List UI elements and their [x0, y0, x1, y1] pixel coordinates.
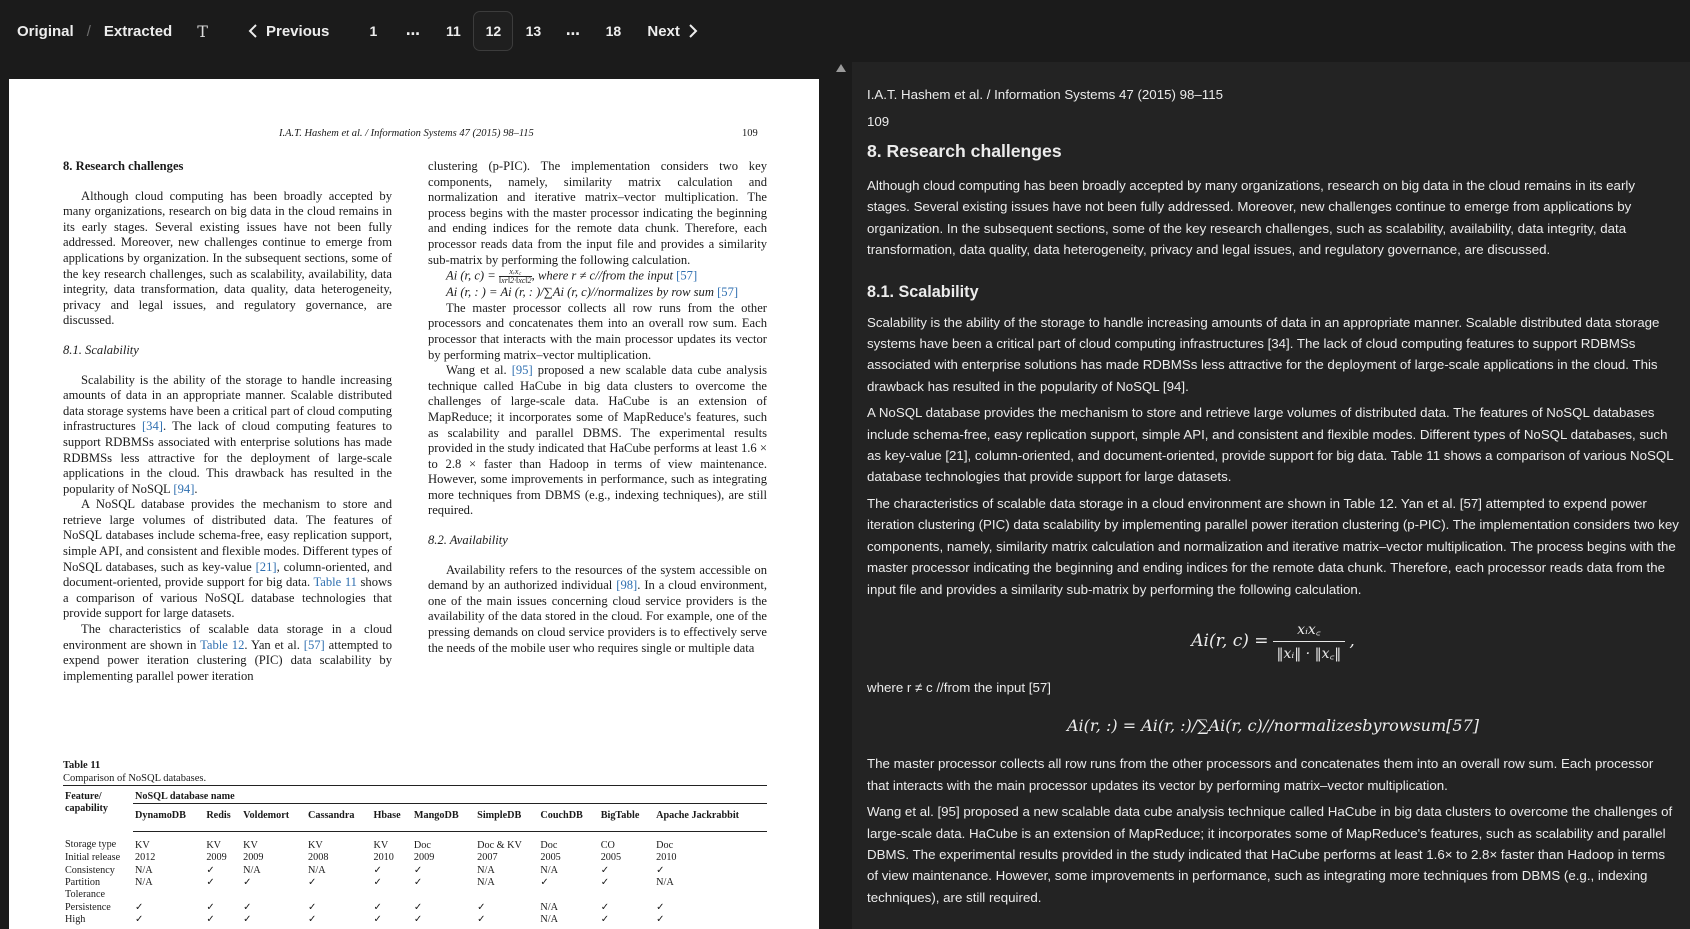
table-column-header: MangoDB: [412, 804, 475, 831]
chevron-left-icon: [248, 24, 258, 38]
citation-link[interactable]: [21]: [255, 559, 277, 574]
table-cell: 2012: [135, 852, 156, 864]
extracted-heading-scalability: 8.1. Scalability: [867, 282, 979, 301]
table-cell: ✓: [206, 901, 215, 913]
table-cell: N/A: [540, 914, 558, 926]
pdf-heading-research-challenges: 8. Research challenges: [63, 159, 184, 173]
table-cell: ✓: [477, 914, 486, 926]
table-column-header: BigTable: [599, 804, 654, 831]
pdf-equation-1: Ai (r, c) = xᵣx꜀ ‖xr‖2·‖xc‖2 , where r ≠ c//from the input [57]: [446, 267, 698, 286]
table-cell: ✓: [135, 914, 144, 926]
pdf-paragraph: The master processor collects all row runs from the other processors and concatenates them into an overall row sum. Each processor that interacts with the main processor updates its vector by performing matrix–vector multiplication.: [428, 300, 767, 362]
pdf-heading-availability: 8.2. Availability: [428, 533, 508, 548]
table-row-label: Consistency: [65, 864, 115, 876]
table-cell: N/A: [477, 877, 495, 889]
extracted-paragraph: Wang et al. [95] proposed a new scalable data cube analysis technique called HaCube in big data clusters to overcome the challenges of large-scale data. HaCube is an extension of MapReduce; it incorporates some of MapReduce's features, such as scalability and parallel DBMS. The experimental results provided in the study indicated that HaCube performs at least 1.6× to 2.8× faster than Hadoop in terms of view maintenance. However, some improvements in performance, such as integrating more techniques from DBMS (e.g., indexing techniques), are still required.: [867, 804, 1673, 905]
page-ellipsis: …: [405, 23, 421, 39]
table-cell: N/A: [135, 864, 153, 876]
table-cell: 2005: [600, 852, 622, 864]
extracted-paragraph: where r ≠ c //from the input [57]: [867, 679, 1051, 695]
table-cell: ✓: [600, 877, 610, 889]
table-cell: 2010: [656, 852, 677, 864]
table-cell: ✓: [600, 914, 610, 926]
table-cell: 2009: [243, 852, 264, 864]
table-cell: Doc & KV: [477, 839, 522, 851]
text-mode-icon[interactable]: T: [197, 21, 208, 41]
table-cell: ✓: [206, 877, 215, 889]
table-column-header: Hbase: [371, 804, 411, 831]
page-number-button[interactable]: 11: [445, 23, 461, 39]
table-group-header: NoSQL database name: [133, 786, 767, 804]
table-cell: ✓: [656, 864, 665, 876]
table-cell: ✓: [413, 877, 423, 889]
table-cell: ✓: [243, 914, 252, 926]
table-cell: 2009: [413, 852, 435, 864]
table-row-label: Initial release: [65, 852, 121, 864]
pdf-equation-2: Ai (r, : ) = Ai (r, : )/∑Ai (r, c)//normalizes by row sum [57]: [446, 285, 739, 300]
scroll-up-arrow-icon[interactable]: [836, 64, 846, 72]
table-cell: ✓: [413, 864, 423, 876]
table-column-header: CouchDB: [538, 804, 598, 831]
original-view-link[interactable]: Original: [17, 22, 74, 40]
extracted-equation-2: Ai(r, :) = Ai(r, :)/∑Ai(r, c)//normalizesbyrowsum[57]: [1067, 716, 1479, 736]
table-column-header: SimpleDB: [475, 804, 538, 831]
table-cell: ✓: [206, 914, 215, 926]
pdf-right-column: [428, 159, 767, 656]
table-cell: ✓: [656, 914, 665, 926]
pdf-running-title: I.A.T. Hashem et al. / Information Systems 47 (2015) 98–115: [279, 128, 534, 139]
table-row-label: High: [65, 914, 86, 926]
table-cell: ✓: [243, 877, 252, 889]
citation-link[interactable]: [95]: [511, 363, 533, 378]
table-row: [63, 914, 767, 926]
table-cell: N/A: [135, 877, 153, 889]
table-cell: 2008: [308, 852, 329, 864]
equation-denominator: ‖xᵢ‖ · ‖x꜀‖: [1273, 641, 1346, 663]
table-row: [63, 831, 767, 852]
extracted-view-link[interactable]: Extracted: [103, 22, 173, 40]
table-cell: N/A: [540, 864, 558, 876]
table-cell: ✓: [135, 901, 144, 913]
equation-tail: ,: [1349, 631, 1355, 652]
table-cell: Doc: [413, 839, 431, 851]
table-cell: N/A: [656, 877, 674, 889]
pdf-paragraph: Wang et al. [95] proposed a new scalable data cube analysis technique called HaCube in big data clusters to overcome the challenges of large-scale data. HaCube is an extension of MapReduce; it incorporates some of MapReduce's features, such as scalability and parallel DBMS. The experimental results provided in the study indicated that HaCube performs at least 1.6 × to 2.8 × faster than Hadoop in terms of view maintenance. However, some improvements in performance, such as integrating more techniques from DBMS (e.g., indexing techniques), are still required.: [428, 363, 767, 518]
table-link[interactable]: Table 11: [313, 575, 357, 590]
table-cell: KV: [373, 839, 389, 851]
extracted-paragraph: Although cloud computing has been broadly accepted by many organizations, research on big data in the cloud remains in its early stages. Several existing issues have not been fully addressed. Moreover, new challenges continue to emerge from applications by organization. In the subsequent sections, some of the key research challenges, such as scalability, availability, data integrity, data transformation, data quality, data heterogeneity, privacy and legal issues, and regulatory governance, are discussed.: [867, 178, 1635, 258]
table-cell: ✓: [600, 901, 610, 913]
table-cell: 2009: [206, 852, 227, 864]
table-cell: ✓: [373, 914, 383, 926]
table-link[interactable]: Table 12: [200, 637, 245, 652]
pdf-left-column: [63, 159, 392, 684]
table-cell: ✓: [413, 914, 423, 926]
table-cell: ✓: [540, 877, 549, 889]
page-number-list: [353, 11, 633, 51]
table-cell: N/A: [308, 864, 326, 876]
table-cell: Doc: [540, 839, 558, 851]
citation-link[interactable]: [57]: [717, 285, 739, 300]
pane-divider[interactable]: [830, 62, 852, 929]
table-cell: ✓: [206, 864, 215, 876]
table-column-header: Voldemort: [241, 804, 306, 831]
next-page-label: Next: [647, 22, 680, 40]
table-row: [63, 877, 767, 902]
table-cell: ✓: [373, 877, 383, 889]
extracted-paragraph: The characteristics of scalable data storage in a cloud environment are shown in Table 12. Yan et al. [57] attempted to expend power iteration clustering (PIC) data scalability by implementing parallel power iteration clustering (p-PIC). The implementation considers two key components, namely, similarity matrix calculation and normalization and iterative matrix–vector multiplication. The process begins with the master processor indicating the beginning and ending indices for the remote data chunk. Therefore, each processor reads data from the input file and provides a similarity sub-matrix by performing the following calculation.: [867, 495, 1679, 597]
view-switcher: [0, 22, 208, 41]
citation-link[interactable]: [94]: [173, 481, 195, 496]
table-cell: 2010: [373, 852, 394, 864]
table-cell: ✓: [373, 864, 383, 876]
pdf-paragraph: The characteristics of scalable data storage in a cloud environment are shown in Table 12. Yan et al. [57] attempted to expend power iteration clustering (PIC) data scalability by implementing parallel power iteration: [63, 622, 393, 683]
pdf-paragraph: clustering (p-PIC). The implementation considers two key components, namely, similarity matrix calculation and normalization and iterative matrix–vector multiplication. The process begins with the master processor indicating the beginning and ending indices for the remote data chunk. Therefore, each processor reads data from the input file and provides a similarity sub-matrix by performing the following calculation.: [428, 159, 767, 267]
pdf-table-label: Table 11: [63, 760, 101, 771]
equation-fraction: [1273, 620, 1346, 663]
table-column-header: Cassandra: [306, 804, 371, 831]
equation-numerator: xᵢx꜀: [1297, 621, 1321, 638]
table-cell: ✓: [656, 901, 665, 913]
table-cell: 2005: [540, 852, 561, 864]
table-row: [63, 902, 767, 914]
table-cell: KV: [243, 839, 258, 851]
pdf-table-nosql-comparison: [63, 785, 767, 927]
view-separator: /: [86, 22, 91, 40]
table-cell: ✓: [477, 901, 486, 913]
top-toolbar: [0, 0, 1690, 62]
table-cell: N/A: [243, 864, 261, 876]
pagination: [248, 11, 698, 51]
previous-page-button[interactable]: [248, 11, 329, 51]
table-column-header: Redis: [204, 804, 241, 831]
table-cell: ✓: [308, 914, 317, 926]
table-cell: N/A: [477, 864, 495, 876]
pdf-paragraph: A NoSQL database provides the mechanism to store and retrieve large volumes of distributed data. The features of NoSQL databases include schema-free, easy replication support, simple API, and consistent and flexible modes. Different types of NoSQL databases, such as key-value [21], column-oriented, and document-oriented, provide support for big data. Table 11 shows a comparison of various NoSQL database technologies that provide support for large datasets.: [63, 497, 392, 621]
table-row: [63, 865, 767, 877]
page-number-button[interactable]: 12: [473, 11, 513, 51]
table-row-label: Persistence: [65, 901, 111, 913]
extracted-running-title: I.A.T. Hashem et al. / Information Systems 47 (2015) 98–115: [867, 87, 1223, 102]
citation-link[interactable]: [34]: [141, 419, 163, 434]
pdf-page: [9, 79, 819, 929]
pdf-heading-scalability: 8.1. Scalability: [63, 342, 139, 357]
pdf-table-caption-text: Comparison of NoSQL databases.: [63, 773, 207, 784]
table-cell: Doc: [656, 839, 674, 851]
table-cell: ✓: [243, 901, 252, 913]
extracted-page-number: 109: [867, 114, 890, 129]
citation-link[interactable]: [98]: [616, 578, 638, 593]
next-page-button[interactable]: [647, 11, 698, 51]
table-column-header: DynamoDB: [133, 804, 204, 831]
table-cell: ✓: [373, 901, 383, 913]
table-cell: KV: [308, 839, 323, 851]
page-number-button[interactable]: 1: [369, 23, 378, 39]
table-row-label: Storage type: [65, 839, 117, 851]
extracted-paragraph: Scalability is the ability of the storage to handle increasing amounts of data in an appropriate manner. Scalable distributed data storage systems have been a critical part of cloud computing infrastructures [34]. The lack of cloud computing features to support RDBMSs associated with enterprise solutions has made RDBMSs less attractive for the deployment of large-scale applications in the cloud. This drawback has resulted in the popularity of NoSQL [94].: [867, 314, 1660, 394]
equation-lhs: Ai(r, c) =: [1191, 631, 1269, 652]
previous-page-label: Previous: [266, 22, 330, 40]
table-cell: KV: [135, 839, 150, 851]
table-cell: 2007: [477, 852, 498, 864]
citation-link[interactable]: [57]: [303, 637, 325, 652]
pdf-paragraph: Availability refers to the resources of the system accessible on demand by an authorized individual [98]. In a cloud environment, one of the main issues concerning cloud service providers is the availability of the data stored in the cloud. For example, one of the pressing demands on cloud service providers is to effectively serve the needs of the mobile user who requires single or multiple data: [428, 562, 767, 655]
original-pdf-pane[interactable]: [0, 62, 830, 929]
table-cell: ✓: [413, 901, 423, 913]
table-cell: ✓: [600, 864, 610, 876]
table-column-header: Apache Jackrabbit: [654, 804, 767, 831]
extracted-heading-research-challenges: 8. Research challenges: [867, 141, 1062, 161]
table-corner-header: Feature/ capability: [65, 791, 109, 815]
table-cell: CO: [600, 839, 615, 851]
extracted-paragraph: The master processor collects all row runs from the other processors and concatenates them into an overall row sum. Each processor that interacts with the main processor updates its vector by performing matrix–vector multiplication.: [867, 756, 1654, 793]
extracted-equation-1: [867, 620, 1679, 663]
chevron-right-icon: [688, 24, 698, 38]
table-cell: ✓: [308, 901, 317, 913]
page-number-button[interactable]: 13: [525, 23, 542, 39]
extracted-paragraph: A NoSQL database provides the mechanism to store and retrieve large volumes of distributed data. The features of NoSQL databases include schema-free, easy replication support, simple API, and consistent and flexible modes. Different types of NoSQL databases, such as key-value [21], column-oriented, and document-oriented, provide support for big data. Table 11 shows a comparison of various NoSQL database technologies that provide support for large datasets.: [867, 405, 1674, 485]
page-number-button[interactable]: 18: [605, 23, 622, 39]
table-cell: ✓: [308, 877, 317, 889]
extracted-text-pane[interactable]: [852, 62, 1690, 929]
table-cell: KV: [206, 839, 222, 851]
pdf-page-number: 109: [742, 128, 758, 139]
table-row: [63, 852, 767, 864]
extracted-content: [867, 86, 1679, 913]
pdf-paragraph: Although cloud computing has been broadly accepted by many organizations, research on big data in the cloud remains in its early stages. Several existing issues have not been fully addressed. Moreover, new challenges continue to emerge from applications by organization. In the subsequent sections, some of the key research challenges, such as scalability, availability, data integrity, data transformation, data quality, data heterogeneity, privacy and legal issues, and regulatory governance, are discussed.: [63, 188, 392, 328]
page-ellipsis: …: [565, 23, 581, 39]
citation-link[interactable]: [57]: [676, 268, 698, 283]
pdf-table-caption: [63, 759, 206, 785]
table-cell: N/A: [540, 901, 558, 913]
pdf-paragraph: Scalability is the ability of the storage to handle increasing amounts of data in an appropriate manner. Scalable distributed data storage systems have been a critical part of cloud computing infrastructures [34]. The lack of cloud computing features to support RDBMSs associated with enterprise solutions has made RDBMSs less attractive for the deployment of large-scale applications in the cloud. This drawback has resulted in the popularity of NoSQL [94].: [63, 372, 392, 496]
table-row-label: Partition Tolerance: [65, 877, 106, 901]
